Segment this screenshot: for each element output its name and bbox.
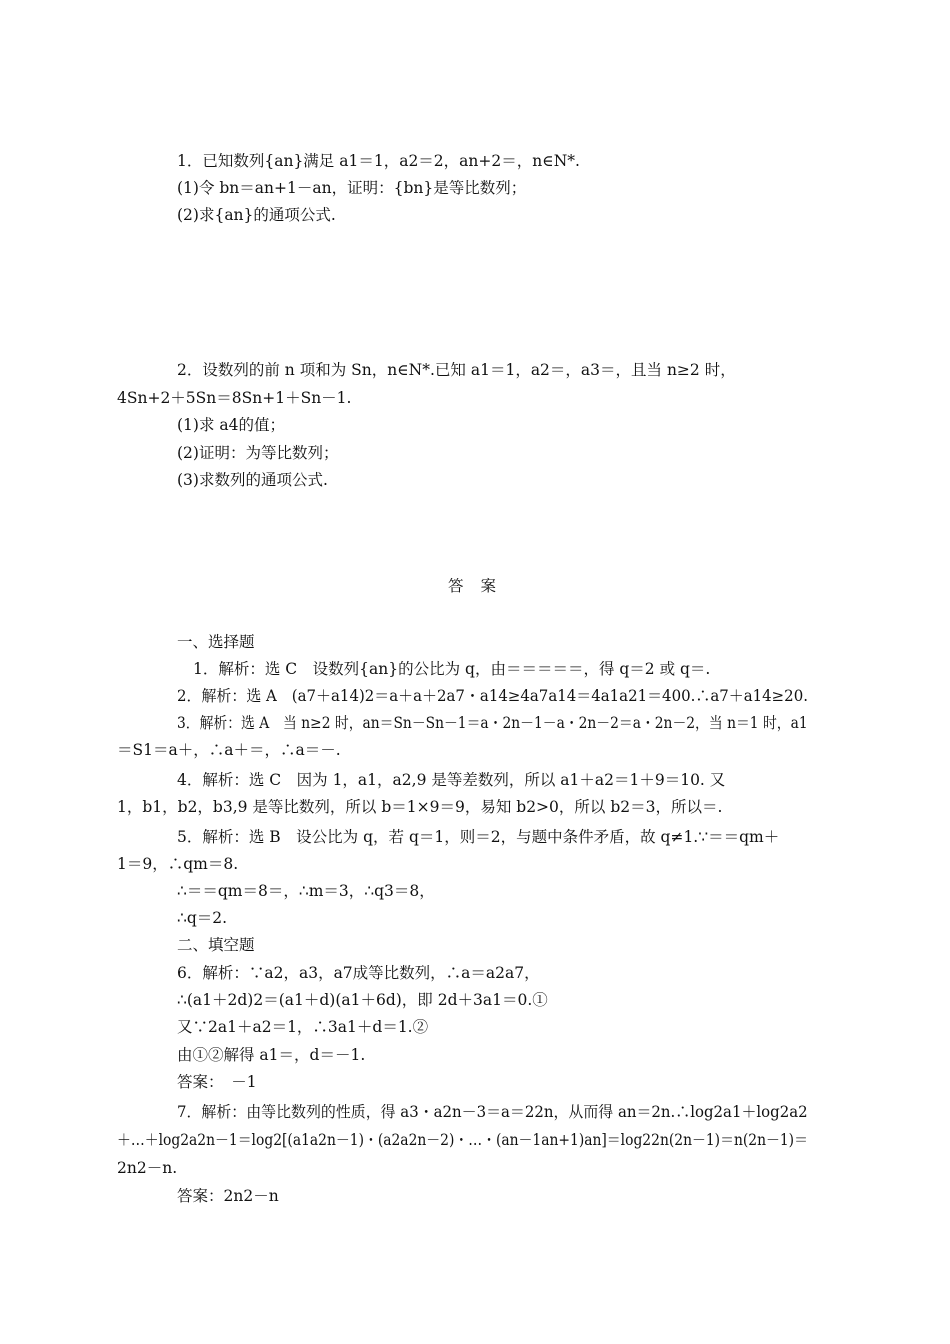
answer-7-line-2: ＋…＋log2a2n－1＝log2[(a1a2n－1)・(a2a2n－2)・…・(an－1an+1)an]＝log22n(2n－1)＝n(2n－1)＝ [117, 1131, 808, 1149]
problem-2-part-1: (1)求 a4的值； [177, 416, 285, 434]
section-heading-fill: 二、填空题 [177, 936, 255, 954]
answer-7-line-1: 7．解析：由等比数列的性质，得 a3・a2n－3＝a＝22n，从而得 an＝2n.∴log2a1＋log2a2 [177, 1103, 808, 1121]
problem-1-stem: 1．已知数列{an}满足 a1＝1，a2＝2，an+2＝，n∈N*. [177, 152, 580, 170]
answer-7-result: 答案：2n2－n [177, 1187, 279, 1205]
answer-6-line-1: 6．解析：∵a2，a3，a7成等比数列，∴a＝a2a7， [177, 964, 540, 982]
problem-1-part-1: (1)令 bn＝an+1－an，证明：{bn}是等比数列； [177, 179, 527, 197]
problem-2-part-3: (3)求数列的通项公式. [177, 471, 328, 489]
answer-3-line-1: 3．解析：选 A 当 n≥2 时，an＝Sn－Sn－1＝a・2n－1－a・2n－2＝a・2n－2，当 n＝1 时，a1 [177, 714, 808, 732]
answer-3-line-2: ＝S1＝a＋，∴a＋＝，∴a＝－. [117, 741, 341, 759]
answer-5-line-4: ∴q＝2. [177, 909, 228, 927]
problem-2-stem-continued: 4Sn+2＋5Sn＝8Sn+1＋Sn－1. [117, 389, 352, 407]
section-heading-choice: 一、选择题 [177, 633, 255, 651]
problem-2-stem: 2．设数列的前 n 项和为 Sn，n∈N*.已知 a1＝1，a2＝，a3＝，且当 n≥2 时， [177, 361, 736, 379]
answer-5-line-1: 5．解析：选 B 设公比为 q，若 q＝1，则＝2，与题中条件矛盾，故 q≠1.∵＝＝qm＋ [177, 828, 780, 846]
answer-4-line-2: 1，b1，b2，b3,9 是等比数列，所以 b＝1×9＝9，易知 b2>0，所以 b2＝3，所以＝. [117, 798, 723, 816]
answer-4-line-1: 4．解析：选 C 因为 1，a1，a2,9 是等差数列，所以 a1＋a2＝1＋9＝10. 又 [177, 771, 726, 789]
answer-7-line-3: 2n2－n. [117, 1159, 178, 1177]
answer-6-line-4: 由①②解得 a1＝，d＝－1. [177, 1046, 366, 1064]
answer-6-line-2: ∴(a1＋2d)2＝(a1＋d)(a1＋6d)，即 2d＋3a1＝0.① [177, 991, 548, 1009]
answers-title: 答 案 [448, 577, 502, 595]
answer-6-result: 答案： －1 [177, 1073, 257, 1091]
problem-1-part-2: (2)求{an}的通项公式. [177, 206, 336, 224]
answer-1: 1．解析：选 C 设数列{an}的公比为 q，由＝＝＝＝＝，得 q＝2 或 q＝. [193, 660, 711, 678]
answer-5-line-2: 1＝9，∴qm＝8. [117, 855, 239, 873]
answer-5-line-3: ∴＝＝qm＝8＝，∴m＝3，∴q3＝8， [177, 882, 435, 900]
answer-2: 2．解析：选 A (a7＋a14)2＝a＋a＋2a7・a14≥4a7a14＝4a1a21＝400.∴a7＋a14≥20. [177, 687, 808, 705]
problem-2-part-2: (2)证明：为等比数列； [177, 444, 339, 462]
answer-6-line-3: 又∵2a1＋a2＝1，∴3a1＋d＝1.② [177, 1018, 429, 1036]
